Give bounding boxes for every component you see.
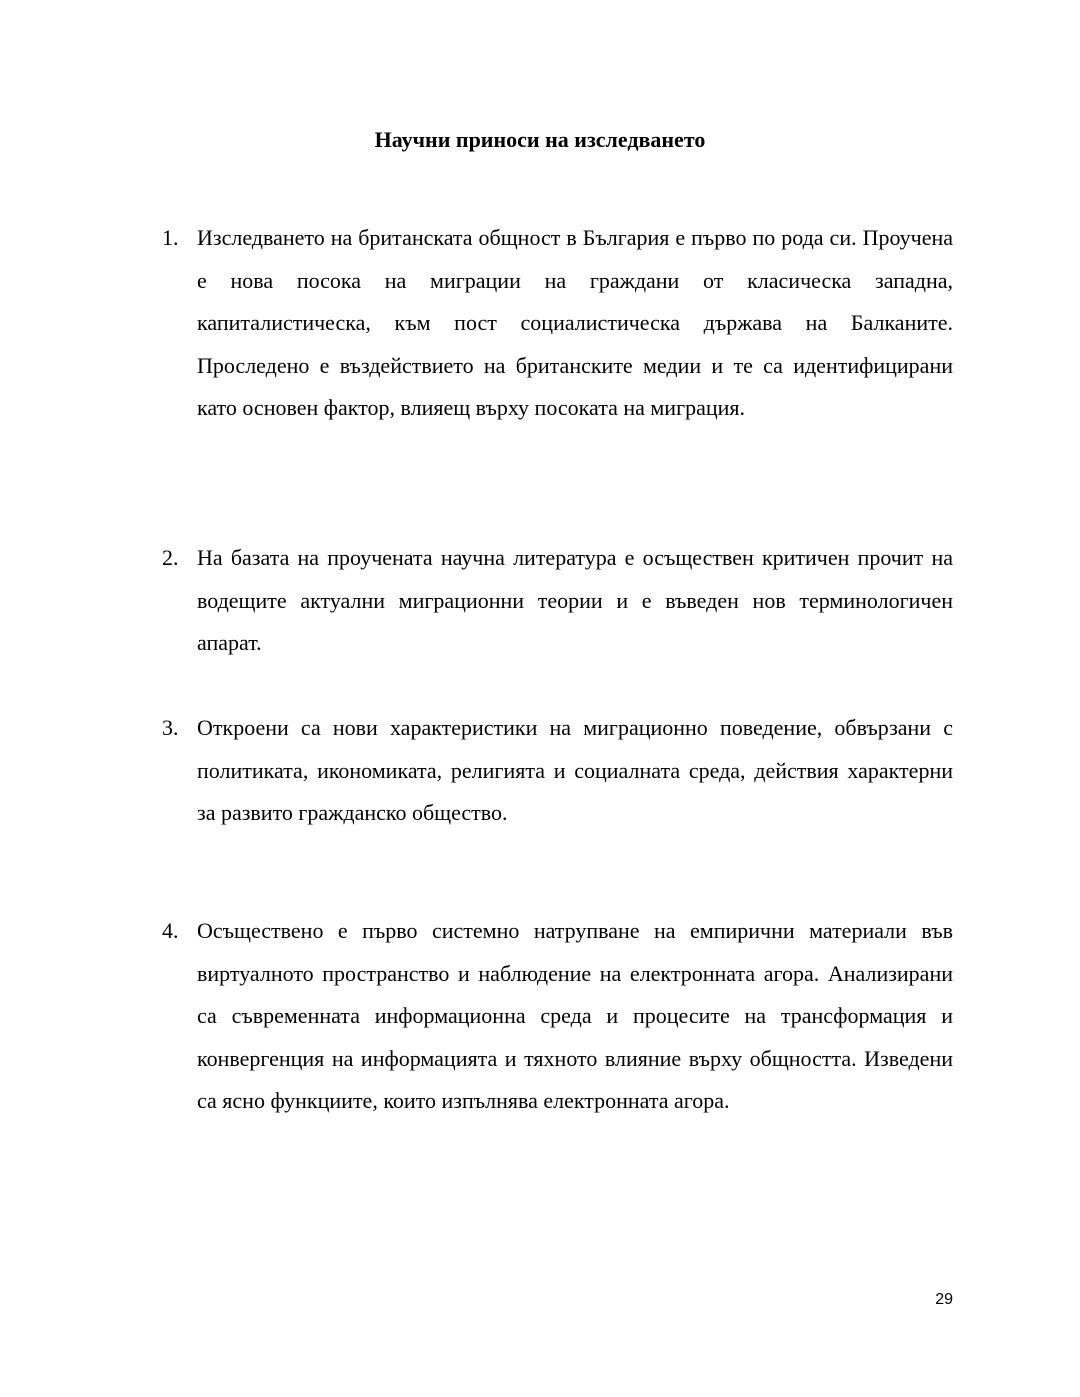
page-title: Научни приноси на изследването (374, 127, 706, 152)
list-item (162, 217, 953, 430)
list-item-text: Изследването на британската общност в България е първо по рода си. Проучена е нова посока на миграции на граждани от класическа западна, капиталистическа, към пост социалистическа държава на Балканите. Проследено е въздействието на британските медии и те са идентифицирани като основен фактор, влияещ върху посоката на миграция. (197, 225, 953, 420)
list-item-number: 3. (162, 715, 179, 740)
list-item-number: 4. (162, 918, 179, 943)
list-item-number: 1. (162, 225, 179, 250)
list-item-text: На базата на проучената научна литература е осъществен критичен прочит на водещите актуални миграционни теории и е въведен нов терминологичен апарат. (197, 545, 953, 655)
list-item-text: Осъществено е първо системно натрупване на емпирични материали във виртуалното пространство и наблюдение на електронната агора. Анализирани са съвременната информационна среда и процесите на трансформация и конвергенция на информацията и тяхното влияние върху общността. Изведени са ясно функциите, които изпълнява електронната агора. (197, 918, 953, 1113)
list-item (162, 537, 953, 665)
list-item (162, 707, 953, 835)
list-item (162, 910, 953, 1123)
list-item-number: 2. (162, 545, 179, 570)
list-item-text: Откроени са нови характеристики на миграционно поведение, обвързани с политиката, икономиката, религията и социалната среда, действия характерни за развито гражданско общество. (197, 715, 953, 825)
page-number: 29 (935, 1291, 953, 1308)
